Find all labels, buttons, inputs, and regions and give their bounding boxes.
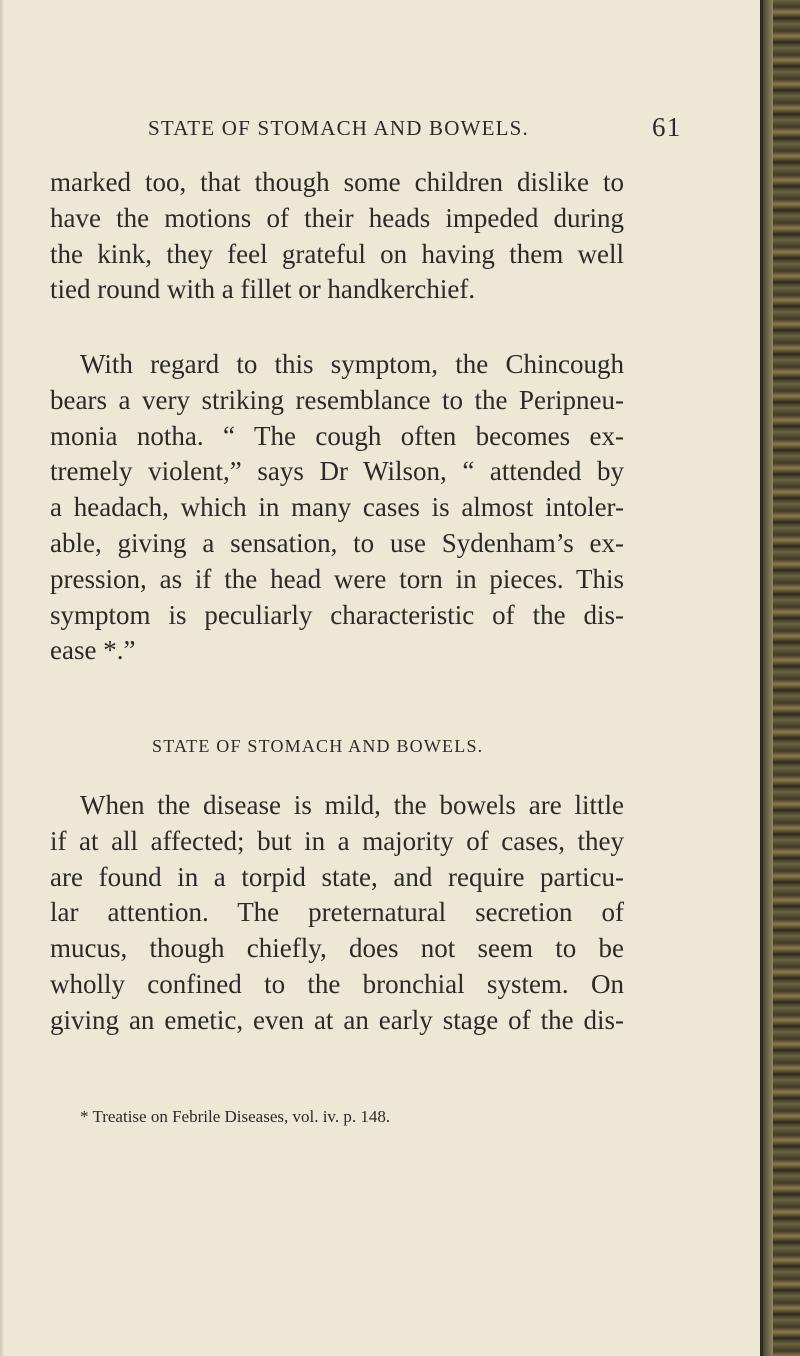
text-line: marked too, that though some children dislike to (50, 167, 624, 197)
paragraph-3 (50, 788, 624, 1039)
text-line: giving an emetic, even at an early stage of the dis- (50, 1004, 624, 1035)
text-line: have the motions of their heads impeded during (50, 202, 624, 233)
text-line: the kink, they feel grateful on having them well (50, 238, 624, 269)
spine-shadow (763, 0, 773, 1356)
page-edge (0, 0, 4, 1356)
page-number: 61 (652, 112, 682, 142)
text-line: wholly confined to the bronchial system. On (50, 968, 624, 999)
paragraph-1 (50, 165, 624, 308)
section-heading: STATE OF STOMACH AND BOWELS. (152, 736, 484, 756)
text-line: if at all affected; but in a majority of cases, they (50, 825, 624, 856)
text-line: bears a very striking resemblance to the Peripneu- (50, 384, 624, 415)
running-header (148, 112, 682, 144)
text-line: lar attention. The preternatural secretion of (50, 897, 624, 928)
text-line: pression, as if the head were torn in pieces. This (50, 563, 624, 594)
text-line: are found in a torpid state, and require particu- (50, 861, 624, 892)
text-line: tremely violent,” says Dr Wilson, “ attended by (50, 456, 624, 487)
text-line: able, giving a sensation, to use Sydenham’s ex- (50, 527, 624, 558)
text-line: monia notha. “ The cough often becomes ex- (50, 420, 624, 451)
footnote: * Treatise on Febrile Diseases, vol. iv. p. 148. (80, 1107, 391, 1126)
text-line: ease *.” (50, 635, 136, 666)
running-title: STATE OF STOMACH AND BOWELS. (148, 116, 529, 140)
text-line: a headach, which in many cases is almost intoler- (50, 492, 624, 523)
text-line: mucus, though chiefly, does not seem to be (50, 933, 624, 964)
text-line: With regard to this symptom, the Chincough (80, 349, 624, 379)
text-line: tied round with a fillet or handkerchief. (50, 274, 476, 305)
text-line: When the disease is mild, the bowels are little (80, 790, 624, 820)
paragraph-2 (50, 347, 624, 669)
text-line: symptom is peculiarly characteristic of the dis- (50, 599, 624, 630)
